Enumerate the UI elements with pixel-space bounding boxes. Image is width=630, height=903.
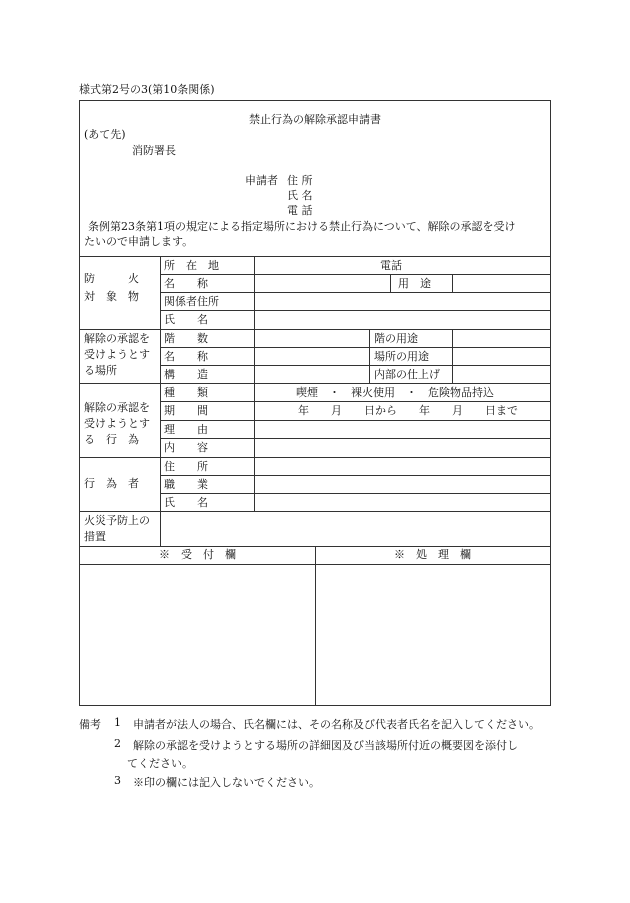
act-period: 年 月 日から 年 月 日まで: [298, 404, 518, 417]
note-2-num: 2: [114, 737, 121, 750]
fire-target-label-1: 防 火: [84, 272, 139, 285]
prevention-label-2: 措置: [84, 530, 106, 543]
row-kind: 種 類: [164, 386, 208, 399]
note-3-num: 3: [114, 774, 121, 787]
statement-line-1: 条例第23条第1項の規定による指定場所における禁止行為について、解除の承認を受け: [88, 220, 516, 233]
prevention-label-1: 火災予防上の: [84, 514, 150, 527]
row-place-use: 場所の用途: [374, 350, 429, 363]
recipient: 消防署長: [132, 144, 176, 157]
phone-label: 電話: [380, 259, 402, 272]
row-floor-use: 階の用途: [374, 332, 418, 345]
processing-header: ※ 処 理 欄: [394, 548, 471, 561]
reception-header: ※ 受 付 欄: [159, 548, 236, 561]
act-label-1: 解除の承認を: [84, 401, 150, 414]
row-location: 所 在 地: [164, 259, 219, 272]
note-1-text: 申請者が法人の場合、氏名欄には、その名称及び代表者氏名を記入してください。: [133, 718, 540, 731]
application-form: [79, 100, 551, 706]
actor-label: 行 為 者: [84, 477, 139, 490]
row-place-name: 名 称: [164, 350, 208, 363]
act-label-3: る 行 為: [84, 433, 139, 446]
applicant-name-label: 氏 名: [287, 189, 313, 202]
applicant-phone-label: 電 話: [287, 204, 313, 217]
row-reason: 理 由: [164, 423, 208, 436]
row-owner-name: 氏 名: [164, 313, 208, 326]
notes-label: 備考: [79, 718, 101, 731]
form-number: 様式第2号の3(第10条関係): [79, 83, 215, 96]
place-label-3: る場所: [84, 364, 117, 377]
use-label: 用 途: [398, 277, 431, 290]
row-actor-name: 氏 名: [164, 496, 208, 509]
applicant-address-label: 住 所: [287, 174, 313, 187]
note-2-text-cont: てください。: [127, 757, 193, 770]
act-kinds: 喫煙 ・ 裸火使用 ・ 危険物品持込: [296, 386, 494, 399]
note-3-text: ※印の欄には記入しないでください。: [133, 776, 320, 789]
note-2-text: 解除の承認を受けようとする場所の詳細図及び当該場所付近の概要図を添付し: [133, 739, 518, 752]
applicant-label: 申請者: [245, 174, 278, 187]
form-title: 禁止行為の解除承認申請書: [249, 113, 381, 126]
row-period: 期 間: [164, 404, 208, 417]
fire-target-label-2: 対 象 物: [84, 290, 139, 303]
place-label-1: 解除の承認を: [84, 332, 150, 345]
row-actor-address: 住 所: [164, 460, 208, 473]
addressee: (あて先): [84, 128, 126, 141]
row-content: 内 容: [164, 441, 208, 454]
row-related-address: 関係者住所: [164, 295, 219, 308]
row-interior-finish: 内部の仕上げ: [374, 368, 440, 381]
statement-line-2: たいので申請します。: [84, 235, 194, 248]
row-occupation: 職 業: [164, 478, 208, 491]
place-label-2: 受けようとす: [84, 348, 150, 361]
row-floors: 階 数: [164, 332, 208, 345]
row-structure: 構 造: [164, 368, 208, 381]
act-label-2: 受けようとす: [84, 417, 150, 430]
row-name: 名 称: [164, 277, 208, 290]
note-1-num: 1: [114, 716, 121, 729]
